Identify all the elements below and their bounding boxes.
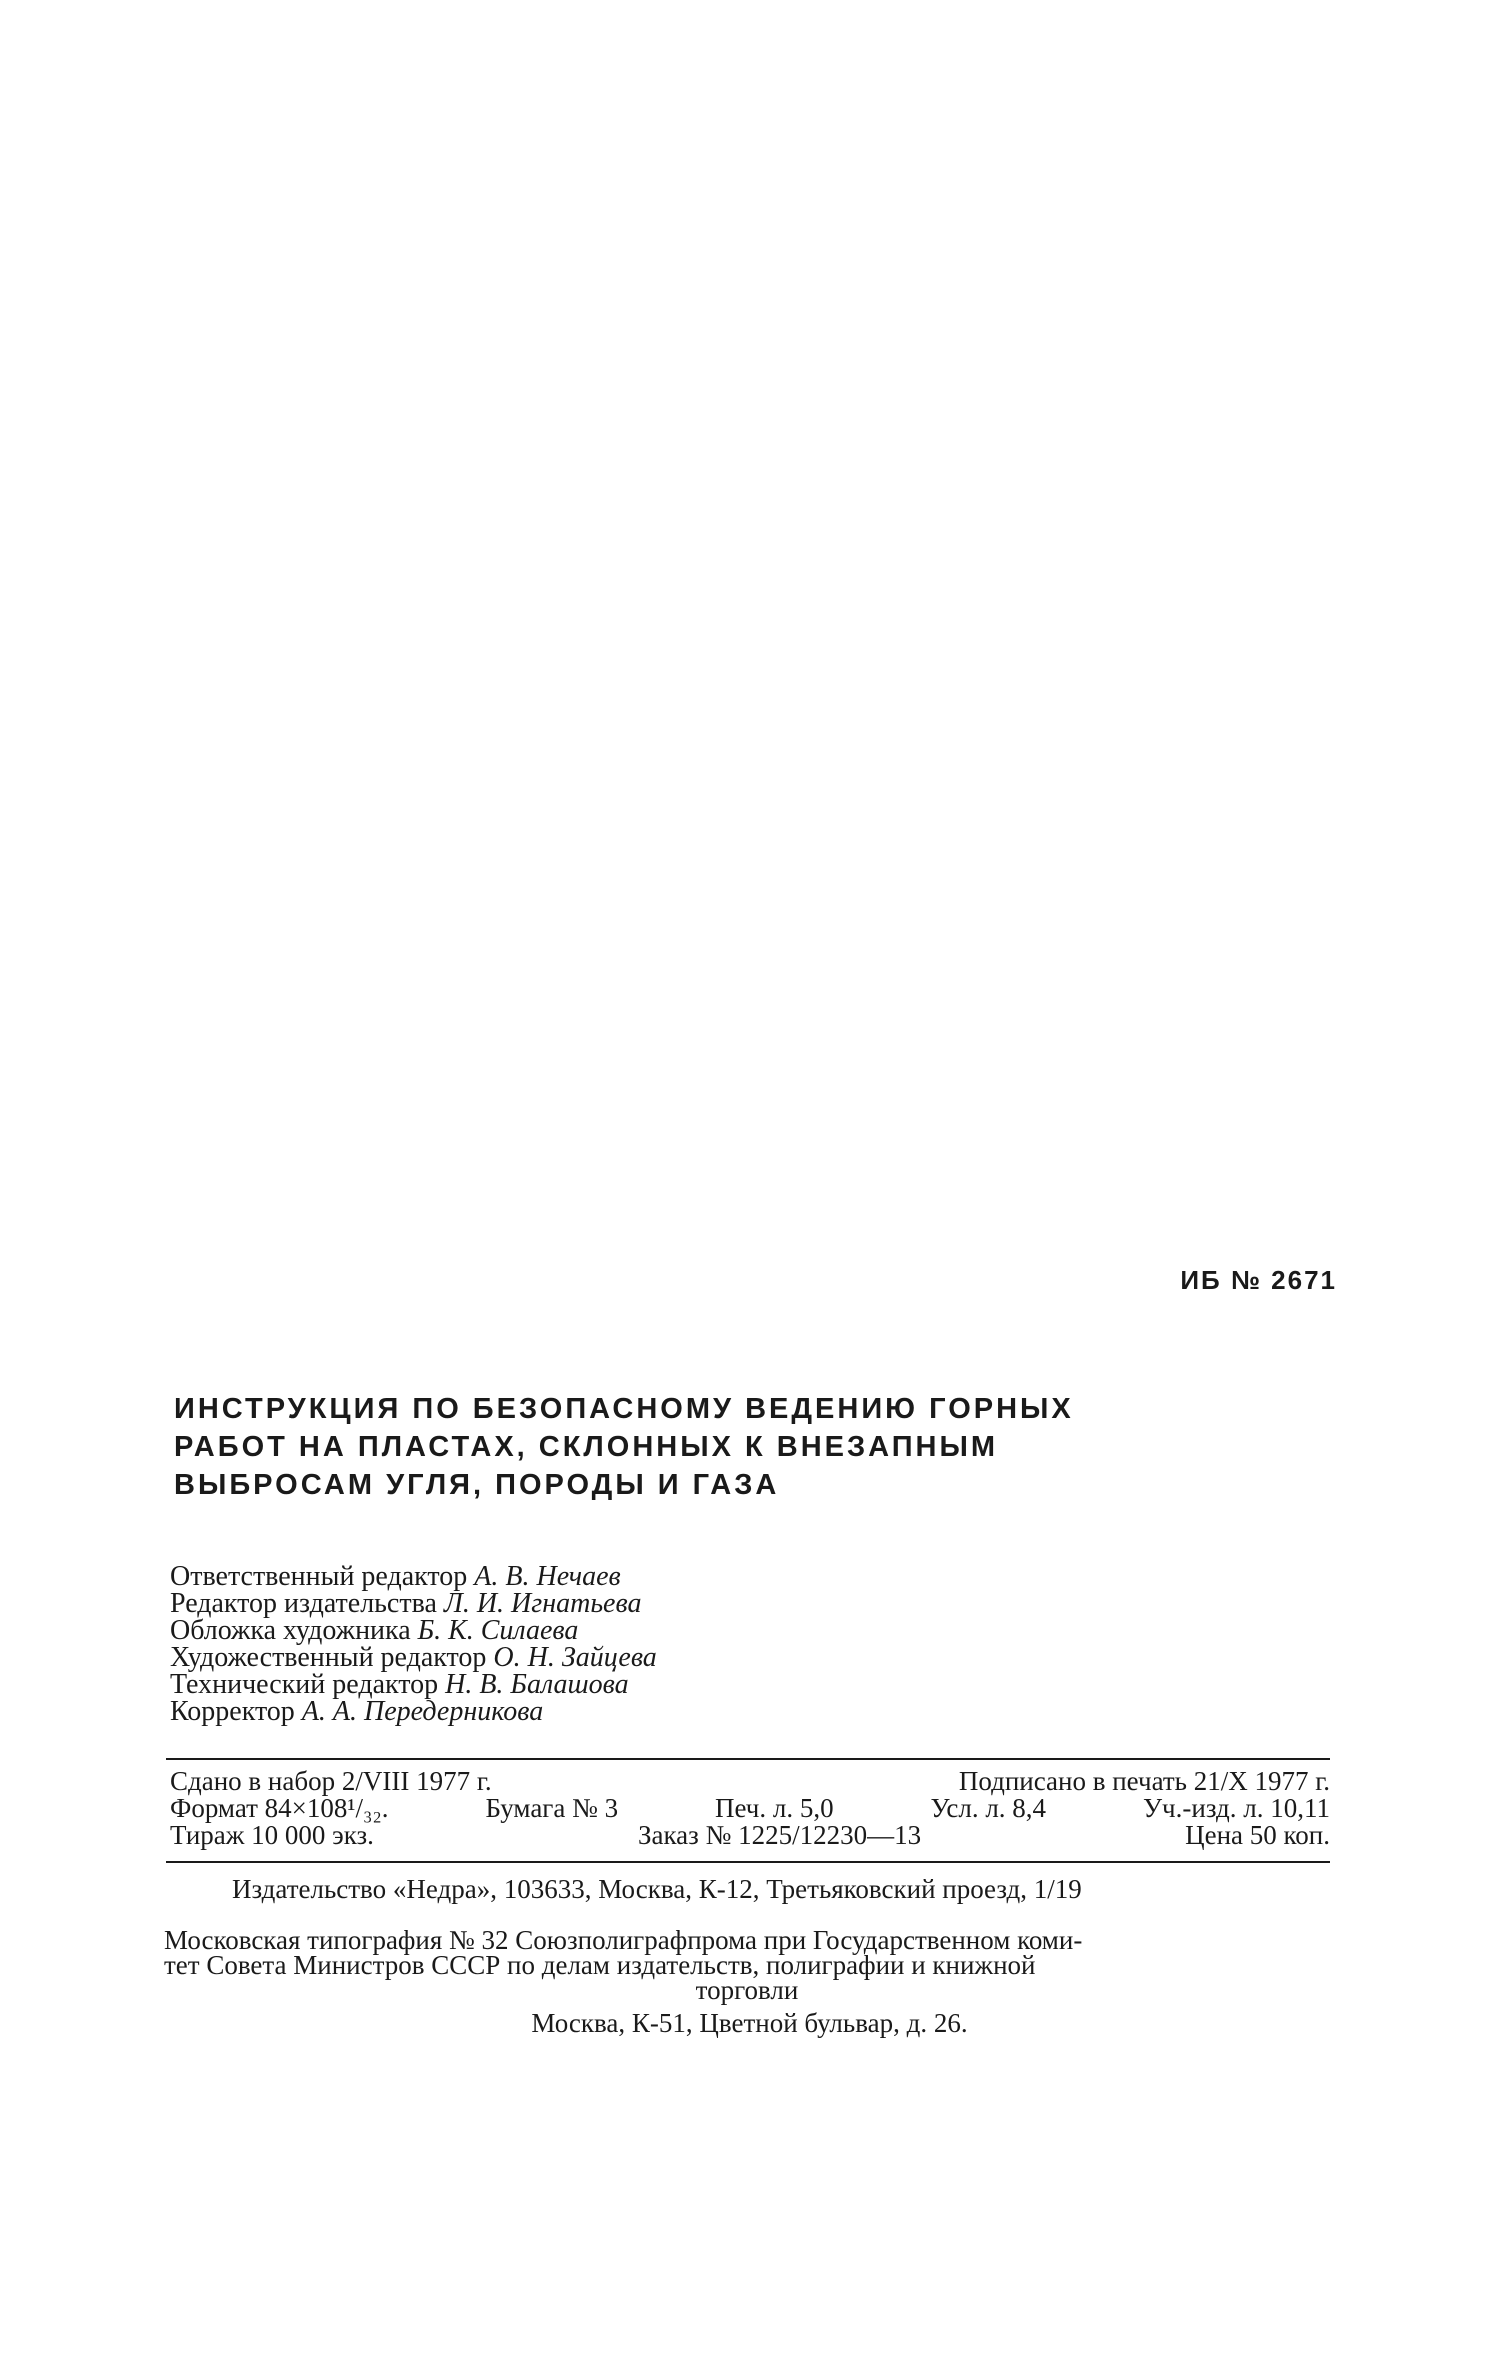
- spec-submitted: Сдано в набор 2/VIII 1977 г.: [170, 1766, 492, 1796]
- divider-top: [166, 1758, 1330, 1760]
- credit-role: Технический редактор: [170, 1669, 439, 1700]
- spec-run: Тираж 10 000 экз.: [170, 1820, 374, 1850]
- credit-role: Корректор: [170, 1696, 295, 1727]
- credit-row: [170, 1590, 657, 1617]
- credit-person: Л. И. Игнатьева: [443, 1588, 642, 1619]
- print-specs: [170, 1768, 1330, 1849]
- credit-person: А. А. Передерникова: [301, 1696, 544, 1727]
- credit-role: Ответственный редактор: [170, 1561, 468, 1592]
- printer-text: тет Совета Министров СССР по делам издательств, полиграфии и книжной: [164, 1950, 1036, 1980]
- spec-paper: Бумага № 3: [485, 1793, 619, 1823]
- credit-row: [170, 1563, 657, 1590]
- credit-row: [170, 1644, 657, 1671]
- printer-info: [164, 1925, 1330, 2005]
- title-line: ВЫБРОСАМ УГЛЯ, ПОРОДЫ И ГАЗА: [174, 1469, 780, 1501]
- spec-row-run: [170, 1822, 1330, 1849]
- spec-row-dates: [170, 1768, 1330, 1795]
- spec-pub-sheets: Уч.-изд. л. 10,11: [1142, 1793, 1330, 1823]
- printer-text: Московская типография № 32 Союзполиграфпрома при Государственном коми-: [164, 1925, 1083, 1955]
- ib-number: ИБ № 2671: [1180, 1265, 1337, 1295]
- credit-person: О. Н. Зайцева: [493, 1642, 657, 1673]
- divider-bottom: [166, 1861, 1330, 1863]
- spec-row-format: [170, 1795, 1330, 1822]
- printer-address: Москва, К-51, Цветной бульвар, д. 26.: [531, 2008, 968, 2038]
- spec-print-sheets: Печ. л. 5,0: [715, 1793, 834, 1823]
- credit-role: Редактор издательства: [170, 1588, 437, 1619]
- credit-role: Художественный редактор: [170, 1642, 487, 1673]
- credit-person: Б. К. Силаева: [417, 1615, 579, 1646]
- printer-line: торговли: [695, 1975, 799, 2005]
- credit-row: [170, 1671, 657, 1698]
- spec-conv-sheets: Усл. л. 8,4: [930, 1793, 1047, 1823]
- credit-role: Обложка художника: [170, 1615, 411, 1646]
- spec-signed: Подписано в печать 21/X 1977 г.: [958, 1766, 1330, 1796]
- credit-person: А. В. Нечаев: [474, 1561, 621, 1592]
- document-title: [174, 1390, 1174, 1504]
- spec-format: Формат 84×108¹/₃₂.: [170, 1793, 389, 1823]
- credit-person: Н. В. Балашова: [445, 1669, 629, 1700]
- spec-order: Заказ № 1225/12230—13: [637, 1820, 922, 1850]
- credit-row: [170, 1698, 657, 1725]
- title-line: РАБОТ НА ПЛАСТАХ, СКЛОННЫХ К ВНЕЗАПНЫМ: [174, 1431, 999, 1463]
- spec-price: Цена 50 коп.: [1185, 1820, 1330, 1850]
- credit-row: [170, 1617, 657, 1644]
- credits-list: [170, 1563, 657, 1725]
- publisher-line: Издательство «Недра», 103633, Москва, К-12, Третьяковский проезд, 1/19: [232, 1874, 1082, 1904]
- title-line: ИНСТРУКЦИЯ ПО БЕЗОПАСНОМУ ВЕДЕНИЮ ГОРНЫХ: [174, 1393, 1074, 1425]
